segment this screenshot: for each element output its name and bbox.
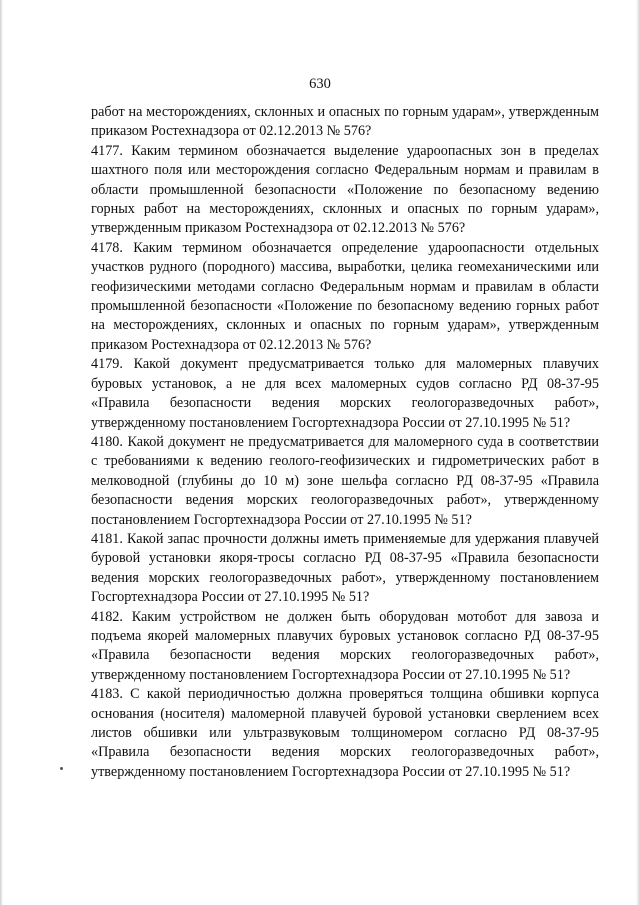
question-4181: 4181. Какой запас прочности должны иметь применяемые для удержания плавучей буровой установки якоря-тросы согласно РД 08-37-95 «Правила безопасности ведения морских геологоразведочных работ», утвержденному постановлением Госгортехнадзора России от 27.10.1995 № 51?: [91, 530, 599, 606]
question-4182: 4182. Каким устройством не должен быть оборудован мотобот для завоза и подъема якорей маломерных плавучих буровых установок согласно РД 08-37-95 «Правила безопасности ведения морских геологоразведочных работ», утвержденному постановлением Госгортехнадзора России от 27.10.1995 № 51?: [91, 608, 599, 683]
question-4178: 4178. Каким термином обозначается определение удароопасности отдельных участков рудного (породного) массива, выработки, целика геомеханическими или геофизическими методами согласно Федеральным нормам и правилам в области промышленной безопасности «Положение по безопасному ведению горных работ на месторождениях, склонных и опасных по горным ударам», утвержденным приказом Ростехнадзора от 02.12.2013 № 576?: [91, 239, 599, 353]
question-4179: 4179. Какой документ предусматривается только для маломерных плавучих буровых установок, а не для всех маломерных судов согласно РД 08-37-95 «Правила безопасности ведения морских геологоразведочных работ», утвержденному постановлением Госгортехнадзора России от 27.10.1995 № 51?: [91, 356, 599, 431]
question-4180: 4180. Какой документ не предусматривается для маломерного суда в соответствии с требованиями к ведению геолого-геофизических и гидрометрических работ в мелководной (глубины до 10 м) зоне шельфа согласно РД 08-37-95 «Правила безопасности ведения морских геологоразведочных работ», утвержденному постановлением Госгортехнадзора России от 27.10.1995 № 51?: [91, 433, 599, 528]
question-4177: 4177. Каким термином обозначается выделение удароопасных зон в пределах шахтного поля или месторождения согласно Федеральным нормам и правилам в области промышленной безопасности «Положение по безопасному ведению горных работ на месторождениях, склонных и опасных по горным ударам», утвержденным приказом Ростехнадзора от 02.12.2013 № 576?: [91, 142, 599, 237]
page-left-edge: [0, 0, 3, 905]
scan-speck: [60, 767, 63, 770]
page-right-edge: [636, 0, 640, 905]
question-4183: 4183. С какой периодичностью должна проверяться толщина обшивки корпуса основания (носителя) маломерной плавучей буровой установки сверлением всех листов обшивки или ультразвуковым толщиномером согласно РД 08-37-95 «Правила безопасности ведения морских геологоразведочных работ», утвержденному постановлением Госгортехнадзора России от 27.10.1995 № 51?: [91, 686, 599, 780]
document-body: [91, 103, 599, 782]
page-number: 630: [309, 76, 331, 92]
paragraph-continuation: работ на месторождениях, склонных и опасных по горным ударам», утвержденным приказом Ростехнадзора от 02.12.2013 № 576?: [91, 104, 599, 140]
